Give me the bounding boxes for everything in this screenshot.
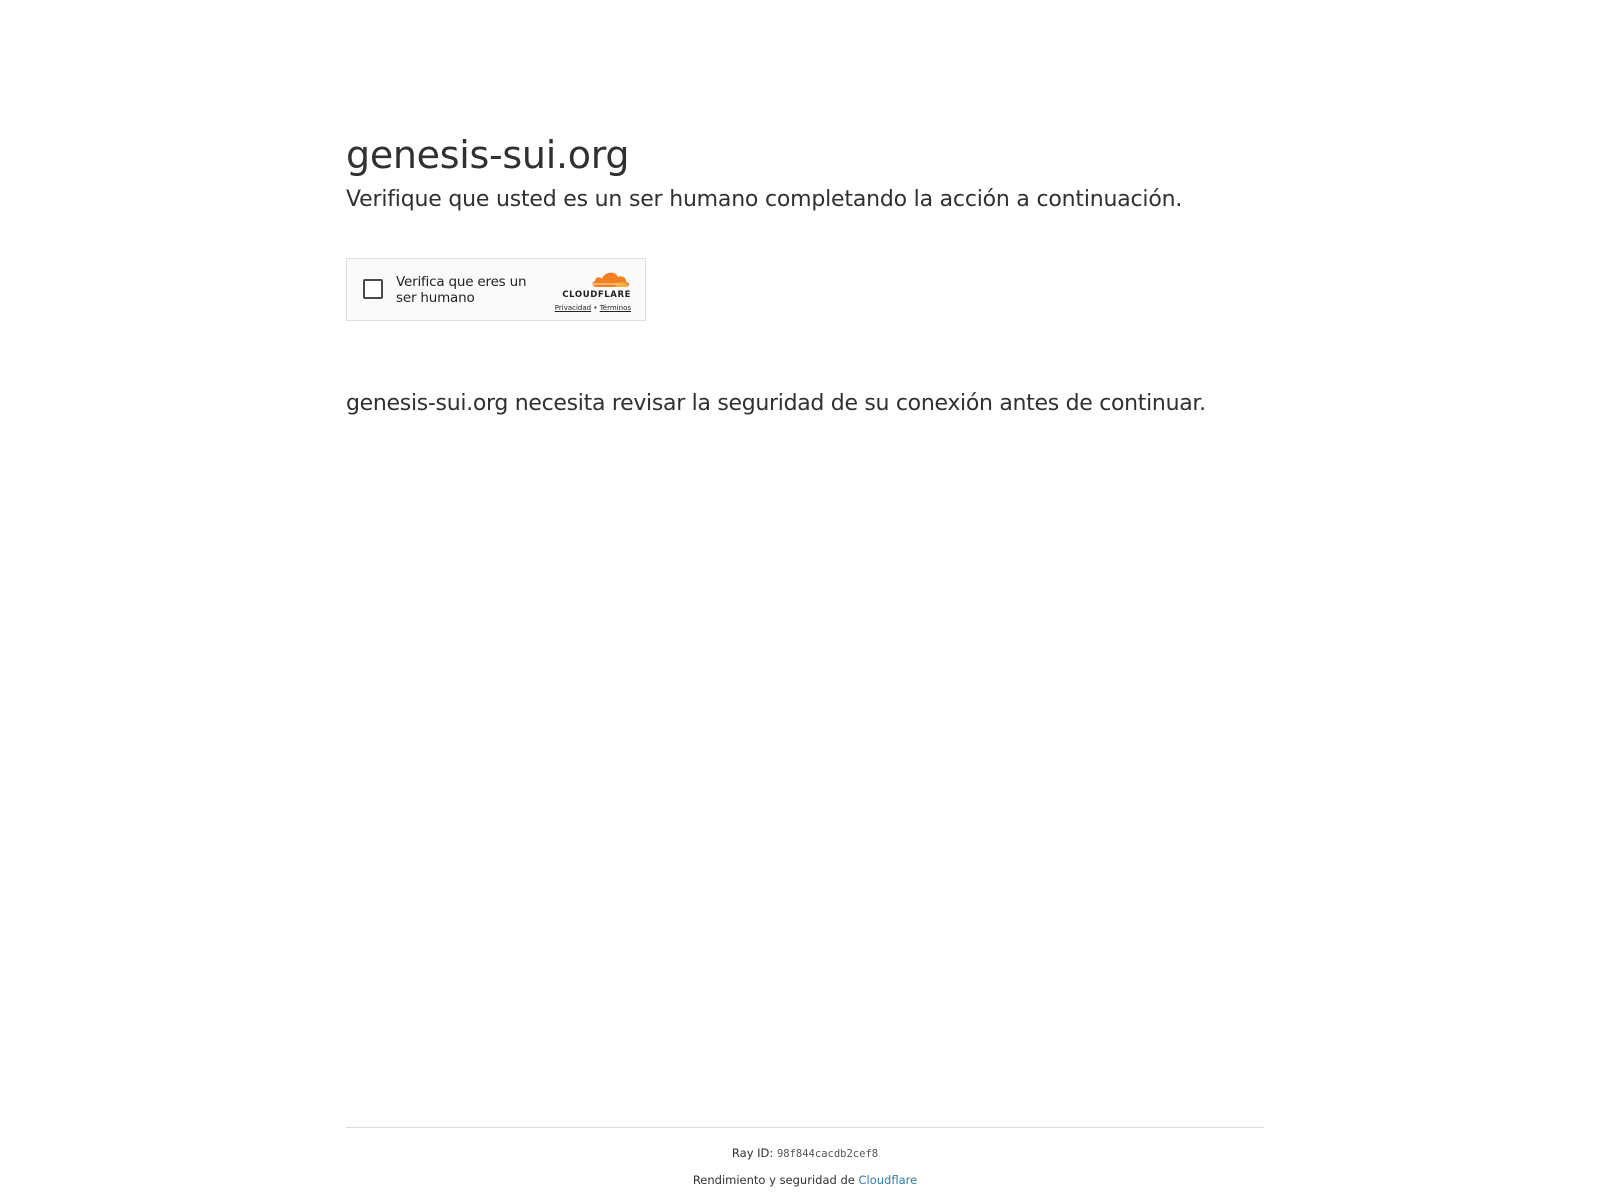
security-message: genesis-sui.org necesita revisar la seguridad de su conexión antes de continuar. [346,391,1206,416]
ray-id-value: 98f844cacdb2cef8 [776,1148,879,1160]
terms-link[interactable]: Términos [599,304,631,312]
turnstile-widget [346,258,646,321]
performance-line [346,1172,1264,1188]
privacy-link[interactable]: Privacidad [554,304,592,312]
performance-text: Rendimiento y seguridad de [692,1173,859,1187]
checkbox-label[interactable]: Verifica que eres un ser humano [396,274,527,306]
cloudflare-cloud-icon [589,269,631,289]
ray-id-label: Ray ID: [731,1146,777,1160]
ray-id-line [346,1145,1264,1162]
main-content [346,131,1264,416]
footer [346,1127,1264,1188]
cloudflare-wordmark: CLOUDFLARE [562,290,631,300]
instructions-text: Verifique que usted es un ser humano completando la acción a continuación. [346,187,1183,212]
link-separator: • [593,304,598,312]
verify-checkbox[interactable] [363,279,383,299]
cloudflare-branding [549,269,631,313]
cloudflare-link[interactable]: Cloudflare [858,1173,918,1187]
widget-links [549,303,631,313]
page-title: genesis-sui.org [346,133,630,177]
